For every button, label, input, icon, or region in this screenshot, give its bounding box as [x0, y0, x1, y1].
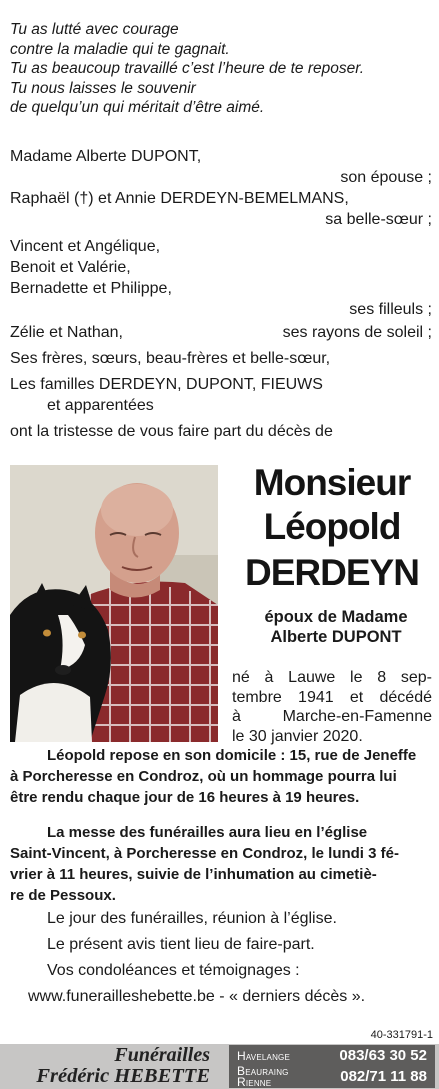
- condolences-text: Vos condoléances et témoignages :: [47, 962, 300, 979]
- birth-line: né à Lauwe le 8 sep-: [232, 669, 432, 686]
- reunion-text: Le jour des funérailles, réunion à l’église.: [47, 910, 337, 927]
- deceased-spouse: [238, 607, 434, 647]
- sister-in-law-role: sa belle-sœur ;: [325, 211, 432, 228]
- city-rienne: Rienne: [237, 1075, 272, 1089]
- repose-paragraph: [10, 745, 432, 808]
- spouse-role: son épouse ;: [340, 169, 432, 186]
- deceased-title: Monsieur: [253, 462, 411, 503]
- reference-number: 40-331791-1: [370, 1029, 433, 1041]
- family-siblings: Ses frères, sœurs, beau-frères et belle-sœur,: [10, 350, 331, 367]
- repose-line: être rendu chaque jour de 16 heures à 19 heures.: [10, 789, 360, 806]
- mass-line: re de Pessoux.: [10, 887, 116, 904]
- website-link[interactable]: www.funerailleshebette.be - « derniers décès ».: [28, 988, 366, 1005]
- mass-line: Saint-Vincent, à Porcheresse en Condroz, le lundi 3 fé-: [10, 845, 399, 862]
- godchild-line: Vincent et Angélique,: [10, 238, 161, 255]
- family-godchildren: [10, 236, 432, 320]
- birth-line: tembre 1941 et décédé: [232, 688, 432, 706]
- poem-line: de quelqu’un qui méritait d’être aimé.: [10, 99, 265, 117]
- godchild-line: Benoit et Valérie,: [10, 259, 131, 276]
- mass-line: vrier à 11 heures, suivie de l’inhumation au cimetiè-: [10, 866, 377, 883]
- poem: [10, 20, 435, 118]
- birth-death-info: [232, 668, 432, 746]
- family-grandchildren: [10, 322, 432, 343]
- sunshine-name: Zélie et Nathan,: [10, 324, 123, 341]
- city-havelange: Havelange: [237, 1049, 291, 1063]
- sunshine-role: ses rayons de soleil ;: [282, 324, 432, 341]
- poem-line: Tu nous laisses le souvenir: [10, 79, 196, 97]
- repose-line: à Porcheresse en Condroz, où un hommage pourra lui: [10, 768, 397, 785]
- birth-line: à Marche-en-Famenne: [232, 708, 432, 725]
- spouse-line: époux de Madame: [264, 608, 408, 626]
- announcement: ont la tristesse de vous faire part du décès de: [10, 423, 333, 440]
- poem-line: contre la maladie qui te gagnait.: [10, 40, 230, 58]
- city-beauraing: Beauraing: [237, 1064, 289, 1078]
- brand-line-1: Funérailles: [114, 1044, 210, 1066]
- spouse-line: Alberte DUPONT: [270, 628, 402, 646]
- phone-beauraing[interactable]: 082/71 11 88: [340, 1068, 427, 1085]
- godchild-line: Bernadette et Philippe,: [10, 280, 172, 297]
- funeral-home-footer: [0, 1044, 439, 1089]
- family-others: [10, 374, 432, 416]
- brand-line-2: Frédéric HEBETTE: [36, 1065, 210, 1087]
- repose-line: Léopold repose en son domicile : 15, rue de Jeneffe: [47, 747, 417, 764]
- family-sister-in-law: [10, 188, 432, 230]
- godchildren-role: ses filleuls ;: [349, 301, 432, 318]
- deceased-photo: [10, 465, 218, 742]
- families-line-2: et apparentées: [47, 397, 154, 414]
- deceased-first-name: Léopold: [263, 506, 401, 547]
- mass-paragraph: [10, 822, 432, 906]
- mass-line: La messe des funérailles aura lieu en l’église: [47, 824, 368, 841]
- families-line: Les familles DERDEYN, DUPONT, FIEUWS: [10, 376, 323, 393]
- birth-line: le 30 janvier 2020.: [232, 727, 363, 745]
- poem-line: Tu as beaucoup travaillé c’est l’heure de te reposer.: [10, 60, 365, 78]
- phone-block: [229, 1045, 435, 1088]
- spouse-name: Madame Alberte DUPONT,: [10, 148, 202, 165]
- poem-line: Tu as lutté avec courage: [10, 21, 179, 38]
- sister-in-law-name: Raphaël (†) et Annie DERDEYN-BEMELMANS,: [10, 190, 349, 207]
- phone-havelange[interactable]: 083/63 30 52: [339, 1047, 427, 1064]
- notice-text: Le présent avis tient lieu de faire-part.: [47, 936, 315, 953]
- deceased-last-name: DERDEYN: [245, 552, 419, 593]
- family-spouse: [10, 146, 432, 188]
